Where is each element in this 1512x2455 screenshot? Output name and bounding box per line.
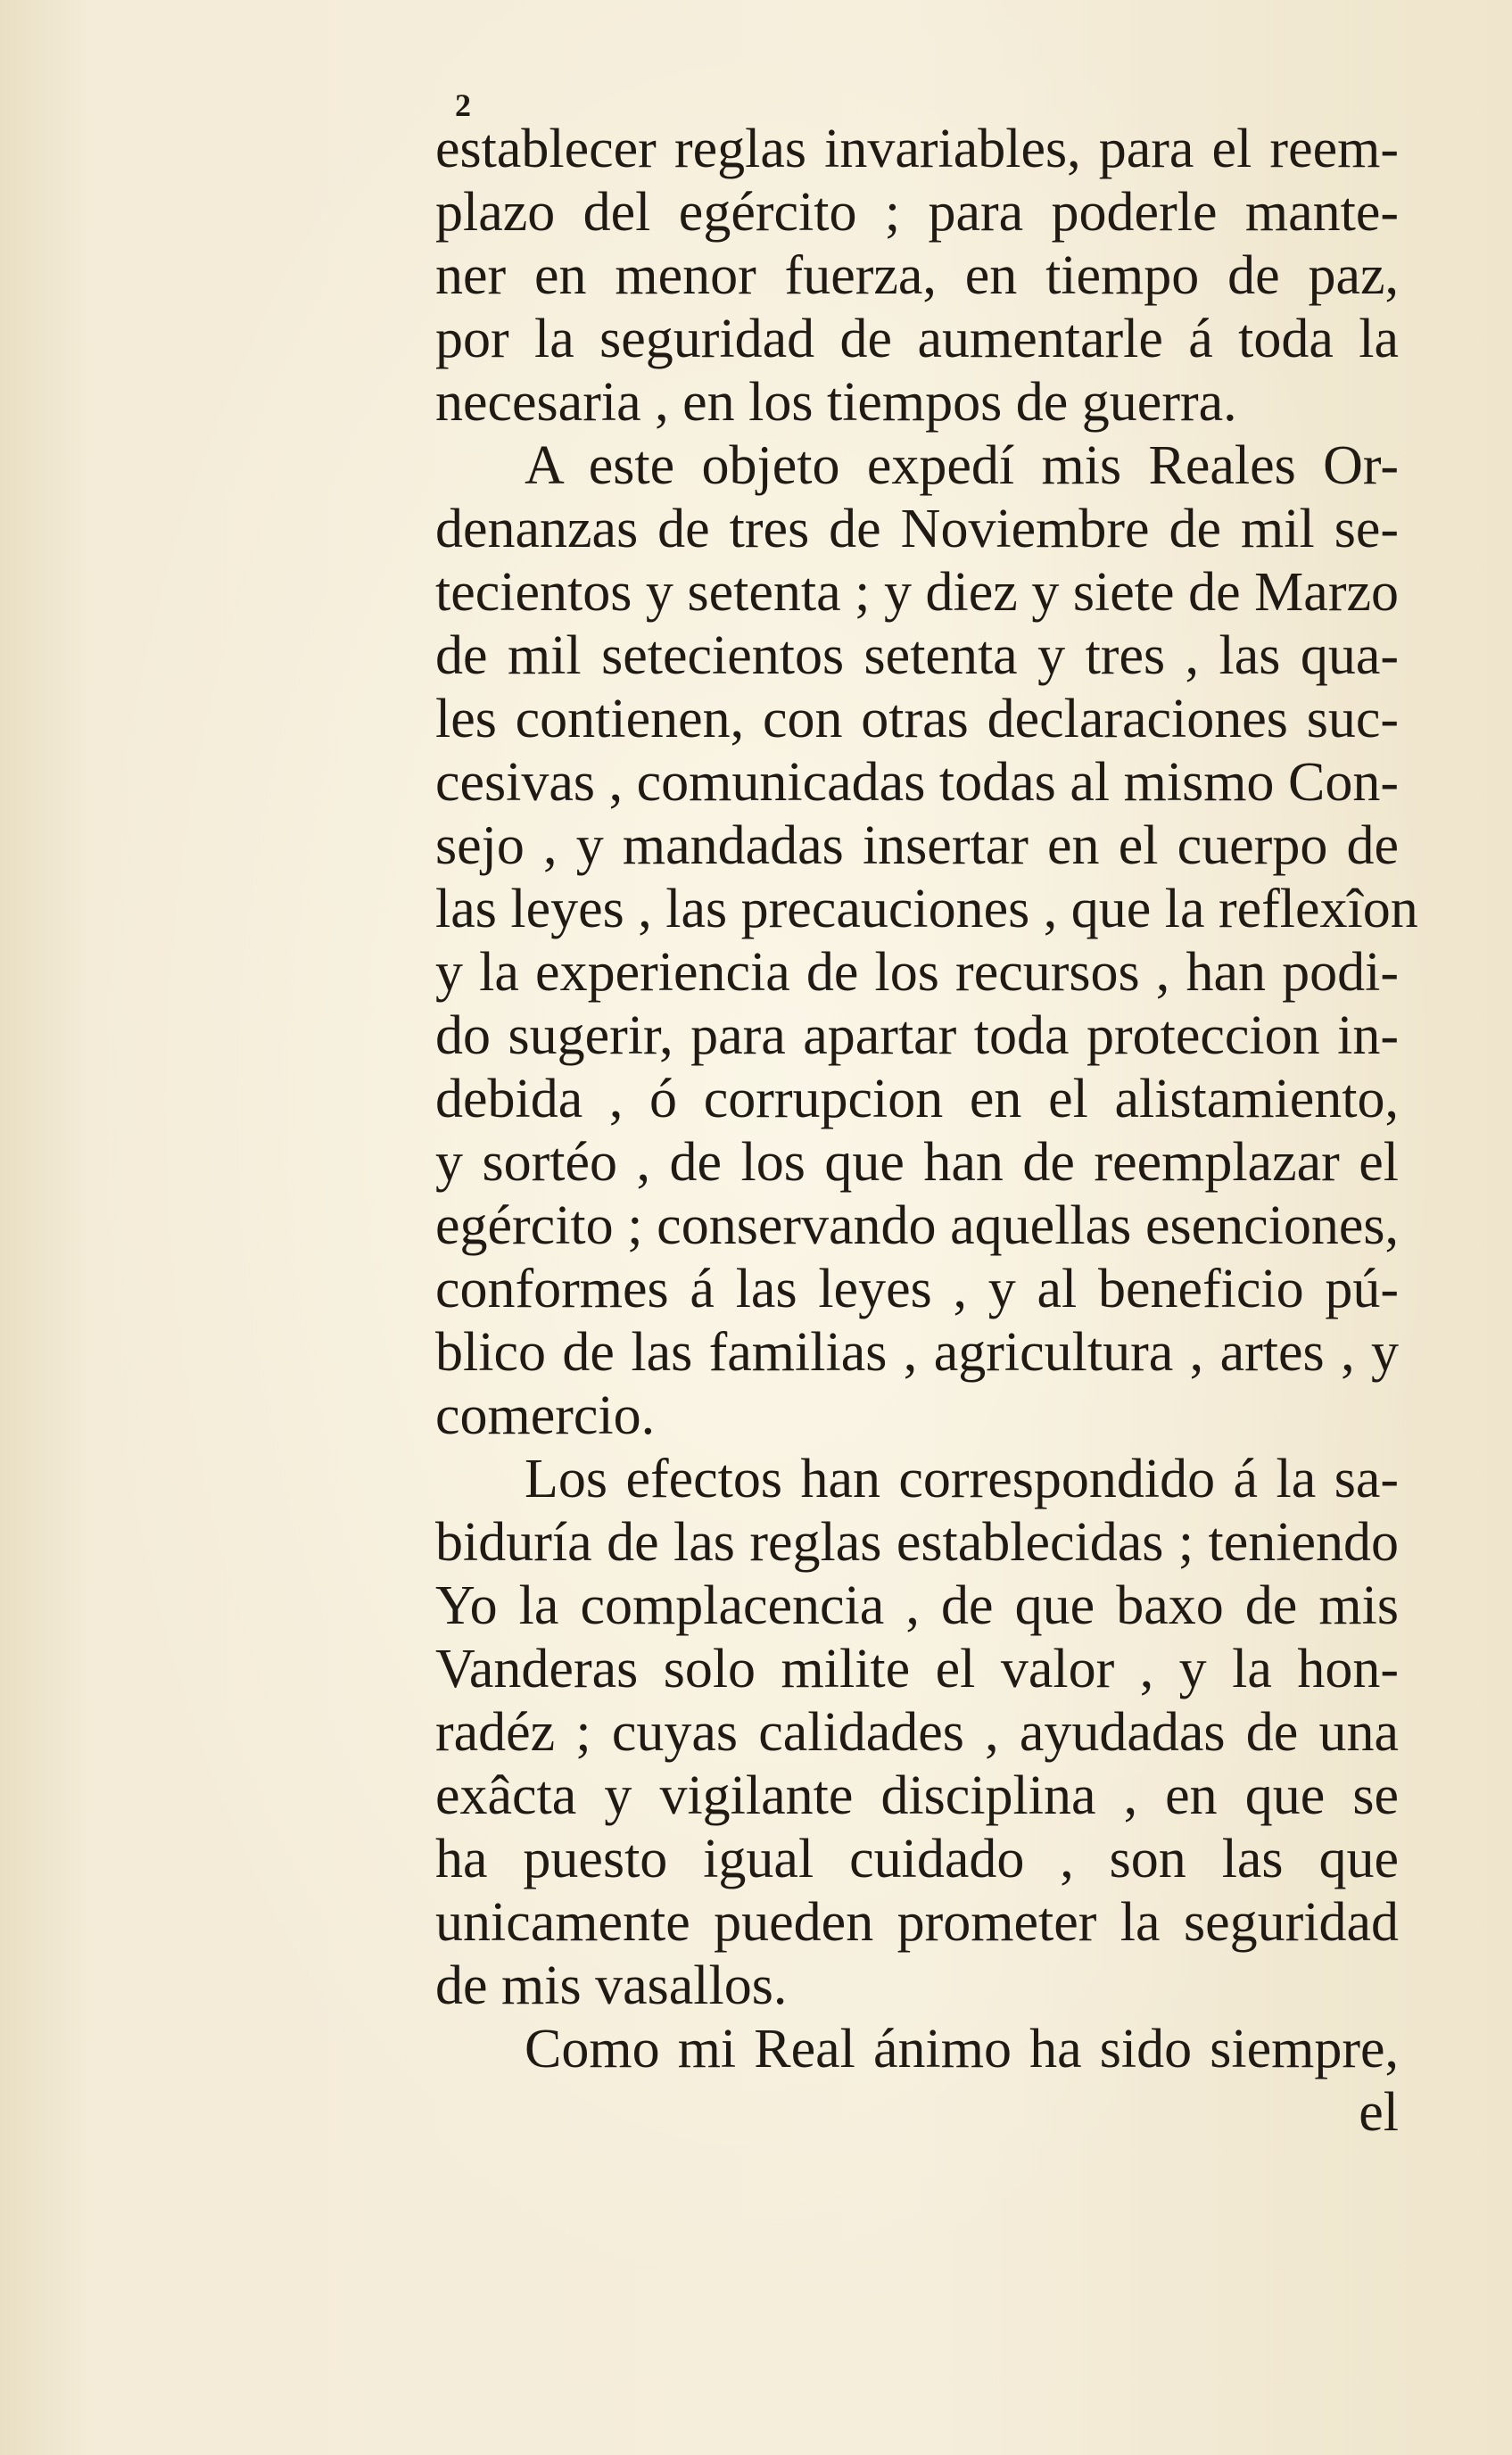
text-line: les contienen, con otras declaraciones suc- xyxy=(435,689,1399,749)
text-line: denanzas de tres de Noviembre de mil se- xyxy=(435,499,1399,559)
page-number: 2 xyxy=(455,87,471,123)
text-line: tecientos y setenta ; y diez y siete de Marzo xyxy=(435,562,1399,623)
text-line: cesivas , comunicadas todas al mismo Con- xyxy=(435,752,1399,813)
text-line: establecer reglas invariables, para el reem- xyxy=(435,119,1399,179)
text-line: debida , ó corrupcion en el alistamiento, xyxy=(435,1069,1399,1129)
text-line: Los efectos han correspondido á la sa- xyxy=(525,1449,1399,1509)
text-line: de mis vasallos. xyxy=(435,1955,788,2016)
text-line: ner en menor fuerza, en tiempo de paz, xyxy=(435,245,1399,306)
text-line: y sortéo , de los que han de reemplazar el xyxy=(435,1132,1399,1193)
text-line: Yo la complacencia , de que baxo de mis xyxy=(435,1575,1399,1636)
text-line: por la seguridad de aumentarle á toda la xyxy=(435,309,1399,369)
catchword: el xyxy=(1359,2082,1399,2143)
text-line: de mil setecientos setenta y tres , las qua- xyxy=(435,625,1399,686)
text-line: exâcta y vigilante disciplina , en que se xyxy=(435,1765,1399,1826)
text-line: sejo , y mandadas insertar en el cuerpo de xyxy=(435,815,1399,876)
text-line: y la experiencia de los recursos , han podi- xyxy=(435,942,1399,1003)
text-line: Como mi Real ánimo ha sido siempre, xyxy=(525,2019,1399,2079)
text-line: las leyes , las precauciones , que la reflexîon xyxy=(435,879,1418,939)
text-line: do sugerir, para apartar toda proteccion in- xyxy=(435,1005,1399,1066)
text-line: unicamente pueden prometer la seguridad xyxy=(435,1892,1399,1953)
text-line: egército ; conservando aquellas esenciones, xyxy=(435,1195,1399,1256)
text-line: Vanderas solo milite el valor , y la hon- xyxy=(435,1639,1399,1699)
text-line: A este objeto expedí mis Reales Or- xyxy=(525,435,1399,496)
text-line: radéz ; cuyas calidades , ayudadas de una xyxy=(435,1702,1399,1763)
text-line: ha puesto igual cuidado , son las que xyxy=(435,1829,1399,1889)
text-line: comercio. xyxy=(435,1385,656,1446)
text-line: necesaria , en los tiempos de guerra. xyxy=(435,372,1237,433)
text-line: blico de las familias , agricultura , artes , y xyxy=(435,1322,1399,1383)
text-line: conformes á las leyes , y al beneficio pú- xyxy=(435,1259,1399,1319)
text-line: plazo del egército ; para poderle mante- xyxy=(435,182,1399,243)
body-text xyxy=(435,118,1418,2145)
text-line: biduría de las reglas establecidas ; teniendo xyxy=(435,1512,1399,1573)
